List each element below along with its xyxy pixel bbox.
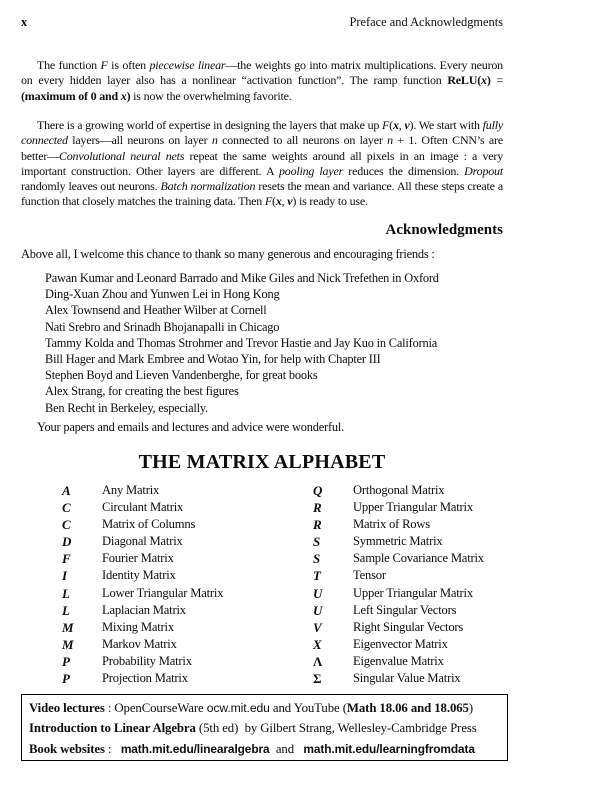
text-segment: x	[275, 194, 282, 209]
info-line	[29, 698, 500, 718]
friend-item: Tammy Kolda and Thomas Strohmer and Trevor Hastie and Jay Kuo in California	[45, 335, 438, 350]
friend-item: Ben Recht in Berkeley, especially.	[45, 400, 208, 415]
matrix-letter: U	[313, 602, 323, 618]
text-segment: F	[382, 118, 390, 132]
text-segment: F	[100, 58, 108, 72]
matrix-description: Matrix of Columns	[102, 517, 196, 532]
text-segment: x	[120, 88, 127, 103]
text-segment: is now the overwhelming favorite.	[130, 88, 292, 103]
matrix-letter: P	[62, 653, 70, 669]
matrix-letter: C	[62, 517, 71, 533]
text-segment: Dropout	[464, 163, 503, 178]
text-segment: + 1. Often CNN’s are better—	[21, 133, 503, 163]
text-segment: pooling layer	[278, 163, 344, 178]
matrix-letter: M	[62, 619, 74, 635]
text-segment: :	[104, 741, 121, 756]
matrix-letter: C	[62, 500, 71, 516]
friend-item: Alex Townsend and Heather Wilber at Cornell	[45, 303, 267, 318]
acknowledgments-intro: Above all, I welcome this chance to thank so many generous and encouraging friends :	[21, 247, 435, 261]
text-segment: F	[264, 194, 273, 209]
matrix-letter: A	[62, 483, 71, 498]
matrix-letter: Λ	[313, 653, 323, 669]
text-segment: ReLU	[447, 73, 478, 88]
text-segment: (5th ed) by Gilbert Strang, Wellesley-Cambridge Press	[195, 721, 477, 736]
matrix-letter: S	[313, 551, 321, 567]
info-line	[29, 739, 500, 759]
text-segment: reduces the dimension.	[343, 163, 465, 178]
text-segment: )	[126, 88, 131, 103]
friend-item: Stephen Boyd and Lieven Vandenberghe, for great books	[45, 368, 318, 383]
text-segment: fully connected	[21, 118, 503, 148]
matrix-letter: D	[62, 534, 72, 550]
info-line	[29, 718, 500, 738]
text-segment: Batch normalization	[160, 179, 256, 194]
text-segment: Convolutional neural nets	[58, 148, 185, 163]
book-info-box	[21, 694, 508, 761]
matrix-letter: X	[313, 636, 322, 652]
text-segment: n	[211, 133, 218, 148]
matrix-description: Markov Matrix	[102, 636, 177, 651]
text-segment: x	[392, 118, 399, 132]
text-segment: The function	[37, 58, 101, 72]
matrix-description: Projection Matrix	[102, 671, 188, 686]
matrix-description: Diagonal Matrix	[102, 534, 183, 549]
text-segment: )	[468, 701, 474, 715]
matrix-letter: Σ	[313, 671, 322, 687]
matrix-description: Mixing Matrix	[102, 619, 174, 634]
matrix-alphabet-title: THE MATRIX ALPHABET	[138, 451, 386, 473]
text-segment: v	[404, 118, 410, 132]
matrix-letter: L	[62, 602, 70, 618]
matrix-description: Identity Matrix	[102, 568, 176, 583]
text-segment: (	[21, 88, 25, 103]
friend-item: Nati Srebro and Srinadh Bhojanapalli in Chicago	[45, 319, 280, 334]
matrix-description: Circulant Matrix	[102, 500, 184, 515]
text-segment: is often	[107, 58, 150, 72]
matrix-description: Orthogonal Matrix	[353, 483, 445, 497]
text-segment: v	[287, 194, 293, 209]
text-segment: piecewise linear	[149, 58, 226, 72]
text-segment: (	[477, 73, 482, 88]
text-segment: randomly leaves out neurons.	[21, 179, 161, 194]
text-segment: math.mit.edu/linearalgebra	[120, 741, 270, 756]
matrix-alphabet-right-column	[313, 482, 503, 687]
matrix-letter: S	[313, 534, 321, 550]
text-segment: . We start with	[413, 118, 483, 132]
friend-item: Pawan Kumar and Leonard Barrado and Mike Giles and Nick Trefethen in Oxford	[45, 271, 439, 285]
running-header-title: Preface and Acknowledgments	[349, 15, 503, 29]
friend-item: Bill Hager and Mark Embree and Wotao Yin, for help with Chapter III	[45, 352, 381, 367]
friend-item: Alex Strang, for creating the best figures	[45, 384, 239, 399]
matrix-letter: F	[62, 551, 71, 567]
text-segment: (	[389, 118, 393, 132]
matrix-description: Sample Covariance Matrix	[353, 551, 484, 566]
text-segment: ,	[398, 118, 405, 132]
text-segment: n	[387, 133, 393, 148]
text-segment: is ready to use.	[296, 194, 368, 209]
matrix-letter: I	[62, 568, 68, 584]
text-segment: and YouTube (	[269, 701, 347, 715]
text-segment: ocw.mit.edu	[206, 701, 270, 715]
friend-item: Ding-Xuan Zhou and Yunwen Lei in Hong Kong	[45, 287, 280, 302]
text-segment: connected to all neurons on layer	[217, 133, 388, 148]
preface-paragraph-layers	[21, 118, 503, 210]
text-segment: Video lectures	[29, 701, 105, 715]
matrix-letter: V	[313, 619, 322, 635]
text-segment: maximum of 0 and	[24, 88, 121, 103]
matrix-letter: R	[313, 517, 322, 533]
text-segment: (	[272, 194, 276, 209]
matrix-description: Fourier Matrix	[102, 551, 174, 566]
text-segment: =	[490, 73, 503, 88]
acknowledgments-closing: Your papers and emails and lectures and advice were wonderful.	[37, 420, 345, 434]
matrix-letter: U	[313, 585, 323, 601]
matrix-description: Tensor	[353, 568, 386, 583]
text-segment: Math 18.06 and 18.065	[346, 701, 469, 715]
text-segment: )	[292, 194, 297, 209]
matrix-alphabet-left-column	[62, 482, 312, 687]
text-segment: ,	[281, 194, 288, 209]
text-segment: repeat the same weights around all pixels in an image : a very important construction. Other layers are different. A	[21, 148, 503, 178]
matrix-letter: M	[62, 636, 74, 652]
matrix-letter: Q	[313, 483, 323, 498]
friends-list	[45, 270, 503, 416]
matrix-description: Any Matrix	[102, 483, 160, 497]
preface-paragraph-relu	[21, 58, 503, 104]
text-segment: x	[481, 73, 487, 88]
matrix-letter: L	[62, 585, 70, 601]
matrix-description: Upper Triangular Matrix	[353, 585, 473, 600]
text-segment: Introduction to Linear Algebra	[29, 721, 196, 736]
text-segment: : OpenCourseWare	[104, 701, 207, 715]
matrix-description: Eigenvalue Matrix	[353, 653, 444, 668]
text-segment: —the weights go into matrix multiplications. Every neuron on every hidden layer also has a nonlinear “activation function”. The ramp function	[21, 58, 503, 88]
running-header	[21, 15, 503, 30]
matrix-description: Singular Value Matrix	[353, 671, 461, 686]
matrix-description: Upper Triangular Matrix	[353, 500, 473, 515]
text-segment: resets the mean and variance. All these steps create a function that closely matches the training data. Then	[21, 179, 503, 209]
text-segment: )	[486, 73, 491, 88]
matrix-description: Matrix of Rows	[353, 517, 430, 532]
text-segment: math.mit.edu/learningfromdata	[303, 741, 475, 756]
matrix-letter: P	[62, 671, 70, 687]
matrix-description: Left Singular Vectors	[353, 602, 457, 617]
text-segment: layers—all neurons on layer	[67, 133, 212, 148]
matrix-description: Lower Triangular Matrix	[102, 585, 224, 600]
matrix-description: Right Singular Vectors	[353, 619, 464, 634]
matrix-description: Laplacian Matrix	[102, 602, 186, 617]
matrix-description: Probability Matrix	[102, 653, 192, 668]
matrix-description: Eigenvector Matrix	[353, 636, 448, 651]
matrix-letter: T	[313, 568, 321, 584]
text-segment: and	[269, 741, 304, 756]
text-segment: There is a growing world of expertise in designing the layers that make up	[37, 118, 383, 132]
matrix-letter: R	[313, 500, 322, 516]
text-segment: Book websites	[29, 741, 105, 756]
acknowledgments-heading: Acknowledgments	[385, 222, 503, 238]
text-segment: )	[409, 118, 414, 132]
page-number: x	[21, 15, 28, 29]
matrix-description: Symmetric Matrix	[353, 534, 443, 549]
